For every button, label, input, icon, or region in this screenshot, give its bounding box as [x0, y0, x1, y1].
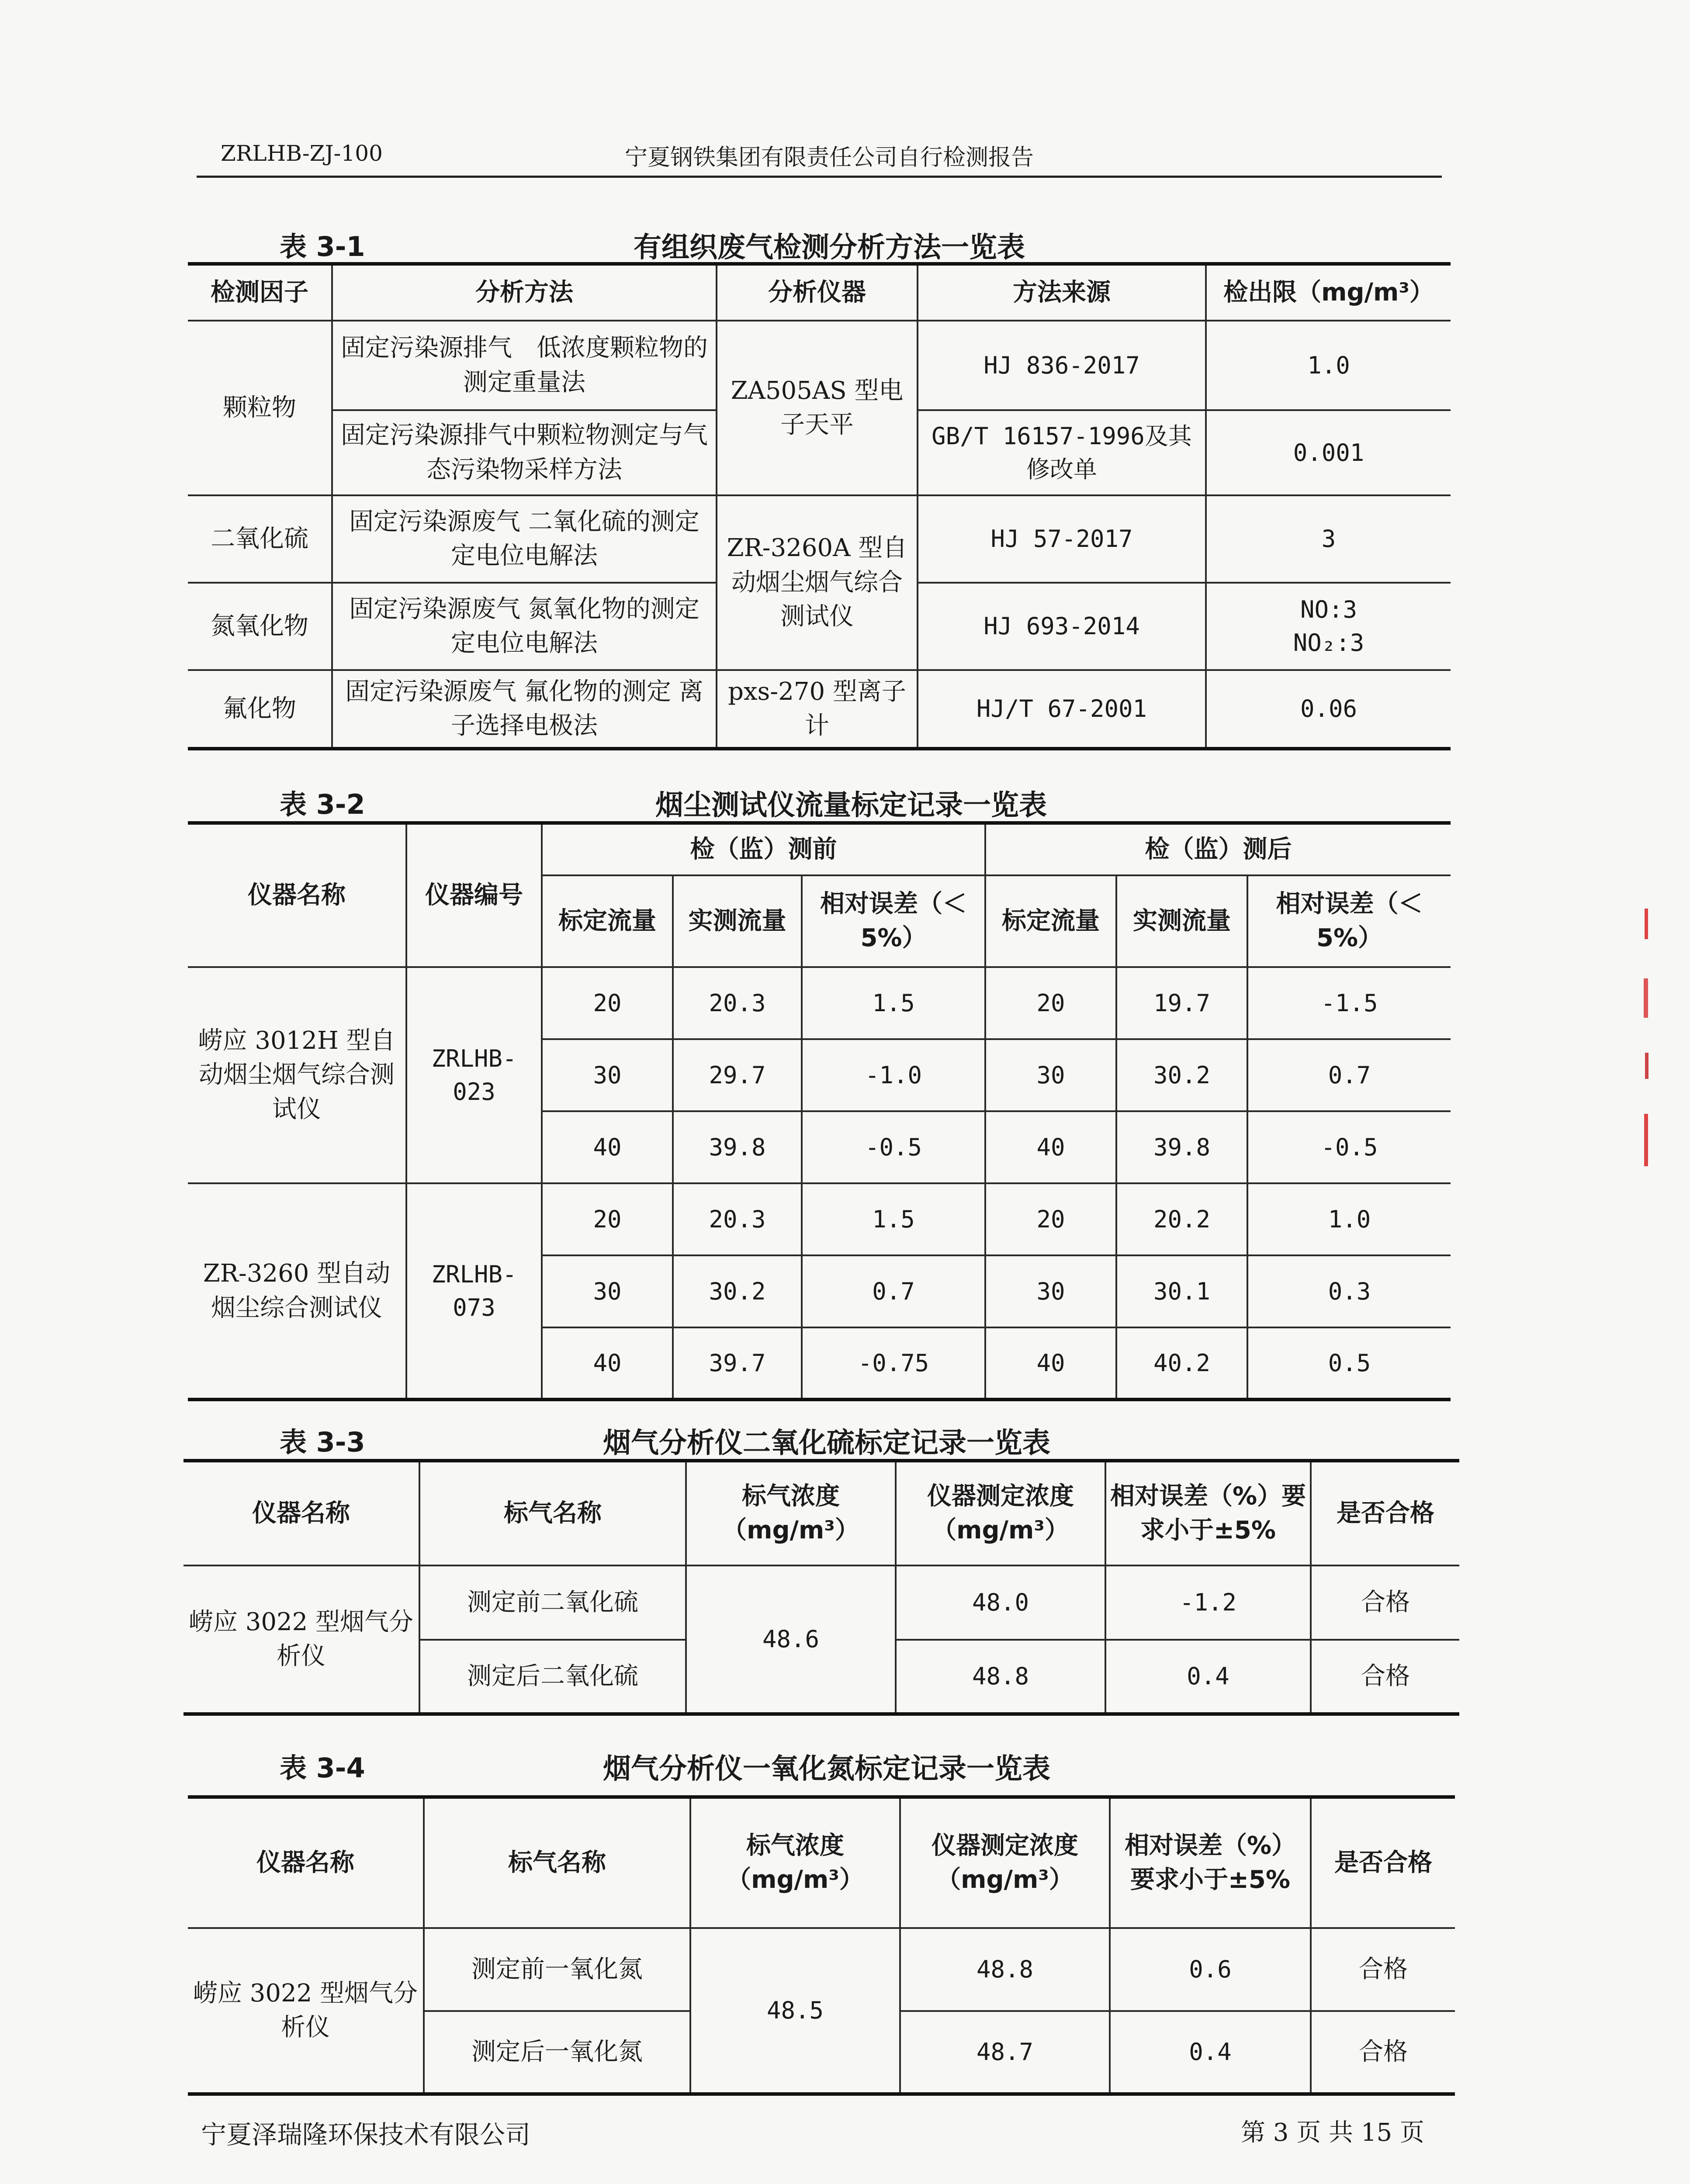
- table1-limit-no2: NO₂:3: [1293, 629, 1364, 657]
- table2-cell: 20.3: [673, 967, 802, 1039]
- table4-cell: 合格: [1311, 2011, 1455, 2094]
- page-number: 第 3 页 共 15 页: [1241, 2118, 1424, 2147]
- table2-cell: 20.3: [673, 1183, 802, 1255]
- table2-cell: 30.1: [1116, 1255, 1247, 1327]
- table2-cell: 40: [985, 1327, 1116, 1400]
- table3-std-conc: 48.6: [686, 1565, 896, 1714]
- table2-cell: 30: [542, 1039, 673, 1111]
- table2-cell: 40.2: [1116, 1327, 1247, 1400]
- table1-title: 有组织废气检测分析方法一览表: [634, 232, 1025, 264]
- table2-instrument: ZR-3260 型自动烟尘综合测试仪: [188, 1183, 406, 1400]
- table1-cell: 二氧化硫: [188, 495, 332, 583]
- table3-cell: 48.8: [896, 1640, 1105, 1714]
- report-title: 宁夏钢铁集团有限责任公司自行检测报告: [625, 145, 1034, 171]
- table1-cell: 固定污染源废气 二氧化硫的测定 定电位电解法: [332, 495, 717, 583]
- table1-cell: [1206, 583, 1451, 670]
- table2-cell: 20.2: [1116, 1183, 1247, 1255]
- table3: [184, 1459, 1459, 1716]
- table2-instrument-id: ZRLHB-073: [406, 1183, 542, 1400]
- table2-header: 仪器名称: [188, 823, 406, 967]
- table3-header: 仪器测定浓度（mg/m³）: [896, 1461, 1105, 1565]
- table1-cell: 3: [1206, 495, 1451, 583]
- table2-cell: 30: [985, 1255, 1116, 1327]
- table2-header: 检（监）测后: [985, 823, 1451, 875]
- table2-header: 实测流量: [673, 875, 802, 967]
- table3-cell: 0.4: [1105, 1640, 1311, 1714]
- footer-company: 宁夏泽瑞隆环保技术有限公司: [201, 2120, 531, 2149]
- table4-header: 仪器名称: [188, 1797, 424, 1928]
- table2-cell: 39.8: [673, 1111, 802, 1183]
- table2-header: 检（监）测前: [542, 823, 985, 875]
- table1-cell: 氟化物: [188, 670, 332, 749]
- table2-cell: -0.5: [802, 1111, 985, 1183]
- table2-cell: -0.5: [1247, 1111, 1451, 1183]
- table1-cell: 氮氧化物: [188, 583, 332, 670]
- table2-instrument-id: ZRLHB-023: [406, 967, 542, 1183]
- table1-cell: pxs-270 型离子计: [717, 670, 918, 749]
- table2-cell: 20: [985, 967, 1116, 1039]
- table3-cell: 测定后二氧化硫: [419, 1640, 686, 1714]
- table1-cell: GB/T 16157-1996及其修改单: [918, 410, 1206, 495]
- table4-title: 烟气分析仪一氧化氮标定记录一览表: [603, 1753, 1050, 1785]
- table2-cell: -0.75: [802, 1327, 985, 1400]
- table2-title: 烟尘测试仪流量标定记录一览表: [655, 789, 1047, 822]
- seal-edge-mark: [1643, 909, 1651, 1192]
- table1-label: 表 3-1: [280, 231, 365, 263]
- table2-header: 标定流量: [985, 875, 1116, 967]
- table3-instrument: 崂应 3022 型烟气分析仪: [184, 1565, 419, 1714]
- table2-label: 表 3-2: [280, 788, 365, 820]
- table1-header: 检出限（mg/m³）: [1206, 264, 1451, 321]
- table3-header: 标气浓度（mg/m³）: [686, 1461, 896, 1565]
- table2-cell: 20: [542, 967, 673, 1039]
- table1-cell: ZA505AS 型电子天平: [717, 321, 918, 495]
- table2-cell: 30: [542, 1255, 673, 1327]
- table2-header: 实测流量: [1116, 875, 1247, 967]
- table4-header: 标气浓度（mg/m³）: [690, 1797, 900, 1928]
- table1-cell: 颗粒物: [188, 321, 332, 495]
- table1-cell: 0.001: [1206, 410, 1451, 495]
- table2-cell: 0.5: [1247, 1327, 1451, 1400]
- table1-cell: HJ/T 67-2001: [918, 670, 1206, 749]
- table1-cell: 固定污染源废气 氮氧化物的测定 定电位电解法: [332, 583, 717, 670]
- table1-header: 方法来源: [918, 264, 1206, 321]
- table2-cell: 1.5: [802, 1183, 985, 1255]
- table4-header: 是否合格: [1311, 1797, 1455, 1928]
- table3-header: 是否合格: [1311, 1461, 1459, 1565]
- table3-title: 烟气分析仪二氧化硫标定记录一览表: [603, 1427, 1050, 1459]
- table4-cell: 0.6: [1110, 1928, 1311, 2011]
- table2-instrument: 崂应 3012H 型自动烟尘烟气综合测试仪: [188, 967, 406, 1183]
- table3-cell: 合格: [1311, 1565, 1459, 1640]
- table4-cell: 0.4: [1110, 2011, 1311, 2094]
- table1-header: 分析方法: [332, 264, 717, 321]
- table1-cell: 0.06: [1206, 670, 1451, 749]
- table4-cell: 合格: [1311, 1928, 1455, 2011]
- table2-cell: 1.5: [802, 967, 985, 1039]
- header-divider: [197, 176, 1442, 178]
- report-code: ZRLHB-ZJ-100: [221, 141, 383, 166]
- table2-cell: 20: [542, 1183, 673, 1255]
- table2-cell: 40: [542, 1111, 673, 1183]
- table2-cell: -1.5: [1247, 967, 1451, 1039]
- table3-header: 标气名称: [419, 1461, 686, 1565]
- table4-cell: 48.8: [900, 1928, 1110, 2011]
- table2-cell: 39.8: [1116, 1111, 1247, 1183]
- table2-cell: 40: [542, 1327, 673, 1400]
- table1-cell: 固定污染源排气 低浓度颗粒物的测定重量法: [332, 321, 717, 410]
- table2-cell: 0.7: [1247, 1039, 1451, 1111]
- table1-header: 检测因子: [188, 264, 332, 321]
- table2-header: 标定流量: [542, 875, 673, 967]
- table4-instrument: 崂应 3022 型烟气分析仪: [188, 1928, 424, 2094]
- table1-cell: HJ 836-2017: [918, 321, 1206, 410]
- table2-cell: 19.7: [1116, 967, 1247, 1039]
- table2-header: 相对误差（＜5%）: [1247, 875, 1451, 967]
- table4-header: 标气名称: [424, 1797, 690, 1928]
- table2-cell: 40: [985, 1111, 1116, 1183]
- table2-header: 相对误差（＜5%）: [802, 875, 985, 967]
- table2-cell: 39.7: [673, 1327, 802, 1400]
- table2-cell: 30: [985, 1039, 1116, 1111]
- table1-cell: ZR-3260A 型自动烟尘烟气综合测试仪: [717, 495, 918, 670]
- table2-cell: 20: [985, 1183, 1116, 1255]
- table1-limit-no: NO:3: [1300, 596, 1358, 624]
- table3-header: 相对误差（%）要求小于±5%: [1105, 1461, 1311, 1565]
- table4-cell: 测定后一氧化氮: [424, 2011, 690, 2094]
- table3-cell: 测定前二氧化硫: [419, 1565, 686, 1640]
- table3-cell: 48.0: [896, 1565, 1105, 1640]
- table4-cell: 测定前一氧化氮: [424, 1928, 690, 2011]
- table4: [188, 1795, 1455, 2096]
- table2-cell: 29.7: [673, 1039, 802, 1111]
- table3-cell: 合格: [1311, 1640, 1459, 1714]
- table2-cell: 30.2: [673, 1255, 802, 1327]
- table2-cell: -1.0: [802, 1039, 985, 1111]
- table1-cell: HJ 57-2017: [918, 495, 1206, 583]
- table2-cell: 1.0: [1247, 1183, 1451, 1255]
- table1-cell: 1.0: [1206, 321, 1451, 410]
- table1-cell: HJ 693-2014: [918, 583, 1206, 670]
- table1-cell: 固定污染源排气中颗粒物测定与气态污染物采样方法: [332, 410, 717, 495]
- table2-cell: 0.3: [1247, 1255, 1451, 1327]
- table1: [188, 262, 1451, 750]
- table4-header: 仪器测定浓度（mg/m³）: [900, 1797, 1110, 1928]
- table3-label: 表 3-3: [280, 1426, 365, 1458]
- table1-cell: 固定污染源废气 氟化物的测定 离子选择电极法: [332, 670, 717, 749]
- table4-std-conc: 48.5: [690, 1928, 900, 2094]
- table2-cell: 30.2: [1116, 1039, 1247, 1111]
- table3-header: 仪器名称: [184, 1461, 419, 1565]
- table4-label: 表 3-4: [280, 1752, 365, 1784]
- table2: [188, 821, 1451, 1401]
- table4-cell: 48.7: [900, 2011, 1110, 2094]
- table2-header: 仪器编号: [406, 823, 542, 967]
- table1-header: 分析仪器: [717, 264, 918, 321]
- table2-cell: 0.7: [802, 1255, 985, 1327]
- table3-cell: -1.2: [1105, 1565, 1311, 1640]
- table4-header: 相对误差（%）要求小于±5%: [1110, 1797, 1311, 1928]
